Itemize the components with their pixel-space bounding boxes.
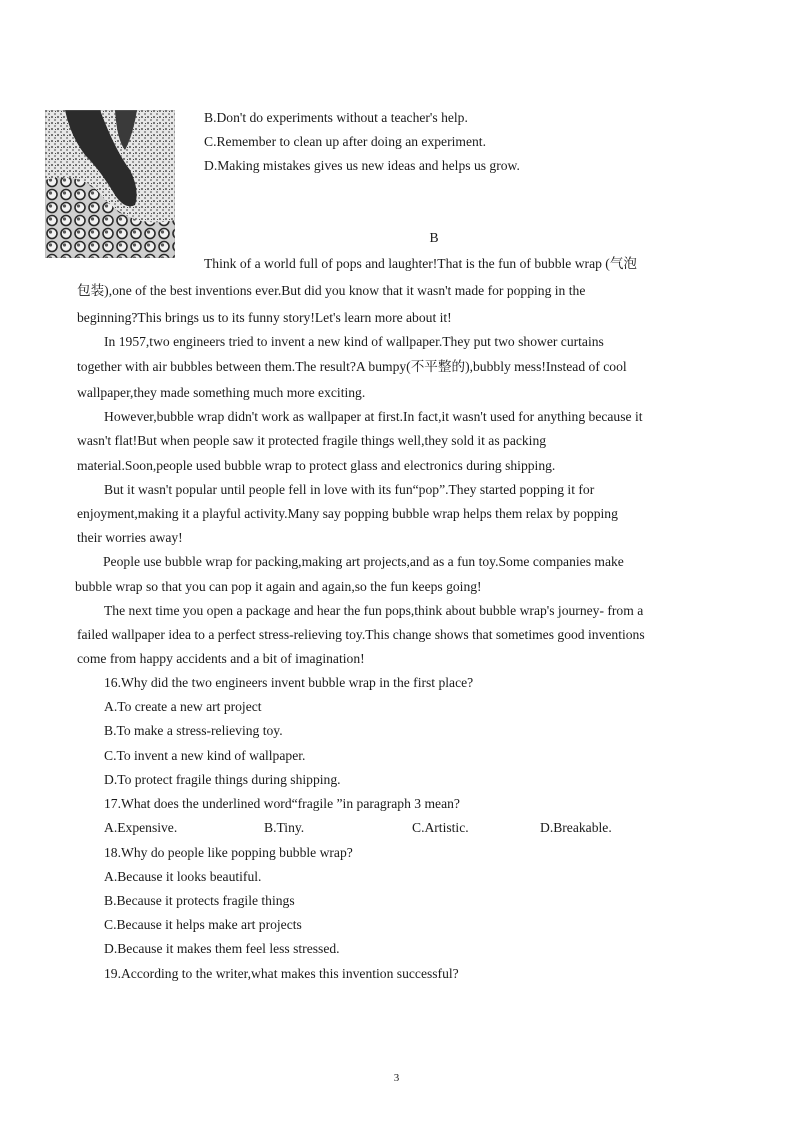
passage-line: come from happy accidents and a bit of imagination! <box>77 651 365 666</box>
passage-line: However,bubble wrap didn't work as wallpaper at first.In fact,it wasn't used for anything because it <box>104 409 643 424</box>
question-19: 19.According to the writer,what makes this invention successful? <box>104 966 459 981</box>
passage-line: their worries away! <box>77 530 183 545</box>
passage-line: Think of a world full of pops and laughter!That is the fun of bubble wrap (气泡 <box>204 256 638 271</box>
option-16-a: A.To create a new art project <box>104 699 262 714</box>
passage-line: 包装),one of the best inventions ever.But did you know that it wasn't made for popping in the <box>77 283 586 298</box>
passage-line: failed wallpaper idea to a perfect stress-relieving toy.This change shows that sometimes good inventions <box>77 627 645 642</box>
option-17-d: D.Breakable. <box>540 820 612 835</box>
passage-line: bubble wrap so that you can pop it again and again,so the fun keeps going! <box>75 579 482 594</box>
passage-line: wallpaper,they made something much more exciting. <box>77 385 366 400</box>
option-17-c: C.Artistic. <box>412 820 469 835</box>
prev-option-d: D.Making mistakes gives us new ideas and helps us grow. <box>204 158 520 173</box>
passage-line: People use bubble wrap for packing,making art projects,and as a fun toy.Some companies make <box>103 554 624 569</box>
option-18-d: D.Because it makes them feel less stressed. <box>104 941 340 956</box>
option-16-b: B.To make a stress-relieving toy. <box>104 723 283 738</box>
passage-line: material.Soon,people used bubble wrap to protect glass and electronics during shipping. <box>77 458 556 473</box>
section-label: B <box>429 230 439 245</box>
passage-line: beginning?This brings us to its funny story!Let's learn more about it! <box>77 310 452 325</box>
passage-line: In 1957,two engineers tried to invent a new kind of wallpaper.They put two shower curtains <box>104 334 604 349</box>
question-18: 18.Why do people like popping bubble wrap? <box>104 845 353 860</box>
passage-text: wasn't flat!But when people saw it protected fragile things well,they sold it as packing <box>77 433 547 448</box>
question-17: 17.What does the underlined word“fragile ”in paragraph 3 mean? <box>104 796 460 811</box>
passage-line: The next time you open a package and hear the fun pops,think about bubble wrap's journey- from a <box>104 603 644 618</box>
option-18-b: B.Because it protects fragile things <box>104 893 295 908</box>
passage-line: enjoyment,making it a playful activity.Many say popping bubble wrap helps them relax by popping <box>77 506 618 521</box>
option-17-a: A.Expensive. <box>104 820 178 835</box>
passage-line <box>77 432 546 450</box>
passage-line: together with air bubbles between them.The result?A bumpy(不平整的),bubbly mess!Instead of cool <box>77 359 627 374</box>
option-18-c: C.Because it helps make art projects <box>104 917 302 932</box>
option-18-a: A.Because it looks beautiful. <box>104 869 262 884</box>
option-16-c: C.To invent a new kind of wallpaper. <box>104 748 306 763</box>
option-16-d: D.To protect fragile things during shipping. <box>104 772 341 787</box>
prev-option-c: C.Remember to clean up after doing an experiment. <box>204 134 486 149</box>
option-17-b: B.Tiny. <box>264 820 305 835</box>
prev-option-b: B.Don't do experiments without a teacher's help. <box>204 110 468 125</box>
passage-line: But it wasn't popular until people fell in love with its fun“pop”.They started popping it for <box>104 482 595 497</box>
page-number: 3 <box>393 1072 400 1084</box>
question-16: 16.Why did the two engineers invent bubble wrap in the first place? <box>104 675 474 690</box>
